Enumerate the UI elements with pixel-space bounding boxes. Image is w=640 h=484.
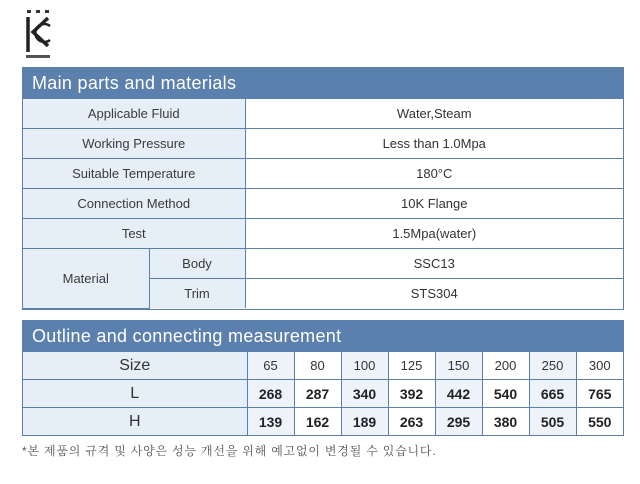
- h-cell: 162: [294, 408, 341, 436]
- material-sub-value: STS304: [245, 279, 623, 309]
- size-cell: 125: [388, 352, 435, 380]
- table-row: [23, 99, 623, 129]
- table-row: [23, 219, 623, 249]
- size-row: [23, 352, 623, 380]
- table-row: [23, 159, 623, 189]
- l-label: L: [23, 380, 247, 408]
- h-cell: 505: [529, 408, 576, 436]
- main-parts-section: [22, 67, 624, 310]
- material-label: Material: [23, 249, 149, 309]
- outline-title: Outline and connecting measurement: [23, 321, 623, 352]
- size-cell: 300: [576, 352, 623, 380]
- h-label: H: [23, 408, 247, 436]
- l-cell: 765: [576, 380, 623, 408]
- l-row: [23, 380, 623, 408]
- size-cell: 65: [247, 352, 294, 380]
- h-cell: 139: [247, 408, 294, 436]
- kc-certification-logo: [24, 10, 52, 60]
- outline-table: [23, 352, 623, 435]
- l-cell: 392: [388, 380, 435, 408]
- h-cell: 380: [482, 408, 529, 436]
- l-cell: 340: [341, 380, 388, 408]
- size-cell: 100: [341, 352, 388, 380]
- h-row: [23, 408, 623, 436]
- spec-value: 10K Flange: [245, 189, 623, 219]
- l-cell: 442: [435, 380, 482, 408]
- spec-label: Test: [23, 219, 245, 249]
- h-cell: 550: [576, 408, 623, 436]
- material-sub-label: Trim: [149, 279, 245, 309]
- material-sub-label: Body: [149, 249, 245, 279]
- size-label: Size: [23, 352, 247, 380]
- spec-label: Working Pressure: [23, 129, 245, 159]
- size-cell: 200: [482, 352, 529, 380]
- table-row: [23, 189, 623, 219]
- size-cell: 80: [294, 352, 341, 380]
- main-parts-title: Main parts and materials: [23, 68, 623, 99]
- spec-value: Water,Steam: [245, 99, 623, 129]
- outline-section: [22, 320, 624, 436]
- size-cell: 250: [529, 352, 576, 380]
- spec-label: Connection Method: [23, 189, 245, 219]
- main-parts-table: [23, 99, 623, 309]
- spec-label: Applicable Fluid: [23, 99, 245, 129]
- h-cell: 189: [341, 408, 388, 436]
- size-cell: 150: [435, 352, 482, 380]
- l-cell: 287: [294, 380, 341, 408]
- spec-value: 180°C: [245, 159, 623, 189]
- spec-value: Less than 1.0Mpa: [245, 129, 623, 159]
- table-row: [23, 129, 623, 159]
- l-cell: 540: [482, 380, 529, 408]
- h-cell: 295: [435, 408, 482, 436]
- material-sub-value: SSC13: [245, 249, 623, 279]
- l-cell: 268: [247, 380, 294, 408]
- spec-value: 1.5Mpa(water): [245, 219, 623, 249]
- table-row: [23, 249, 623, 279]
- disclaimer-note: *본 제품의 규격 및 사양은 성능 개선을 위해 예고없이 변경될 수 있습니다.: [22, 444, 437, 458]
- l-cell: 665: [529, 380, 576, 408]
- h-cell: 263: [388, 408, 435, 436]
- spec-label: Suitable Temperature: [23, 159, 245, 189]
